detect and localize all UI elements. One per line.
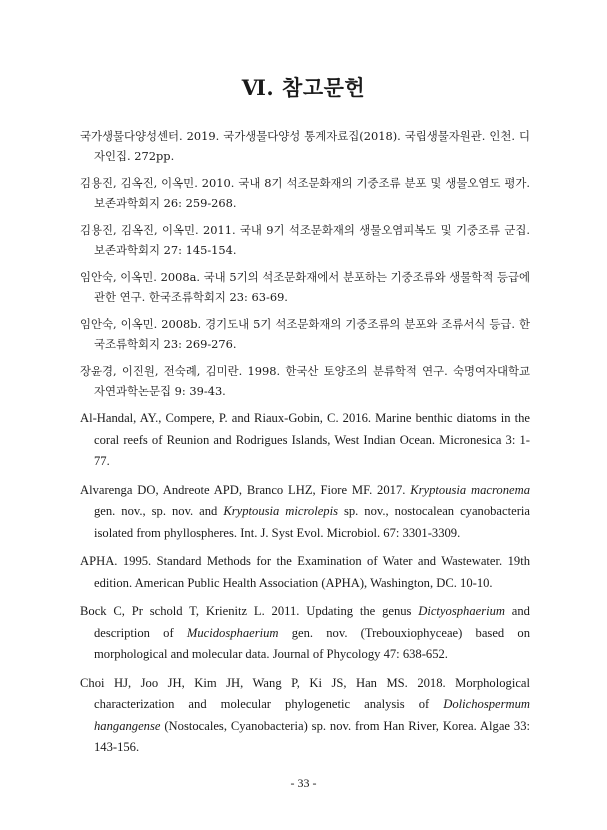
reference-text: sp. nov., nostocalean cyanobacteria isolated from phyllospheres. Int. J. Syst Evol. Microbiol. 67: 3301-3309. [94,504,530,540]
reference-text: (Nostocales, Cyanobacteria) sp. nov. from Han River, Korea. Algae 33: 143-156. [94,718,530,754]
reference-item [80,551,530,594]
genus-name: Mucidosphaerium [186,625,279,640]
page-title: Ⅵ. 참고문헌 [241,75,366,100]
reference-item [80,673,530,759]
reference-item [80,314,530,354]
reference-item [80,173,530,213]
reference-text: Choi HJ, Joo JH, Kim JH, Wang P, Ki JS, Han MS. 2018. Morphological characterization and molecular phylogenetic analysis of [80,675,530,711]
species-name: Kryptousia microlepis [223,504,338,518]
reference-item [80,601,530,666]
reference-text: 장윤경, 이진원, 전숙례, 김미란. 1998. 한국산 토양조의 분류학적 연구. 숙명여자대학교 자연과학논문집 9: 39-43. [80,364,530,398]
reference-item [80,267,530,307]
reference-list [80,126,530,766]
reference-text: 임안숙, 이옥민. 2008b. 경기도내 5기 석조문화재의 기중조류의 분포와 조류서식 등급. 한국조류학회지 23: 269-276. [80,317,530,351]
species-name: Kryptousia macronema [410,482,531,497]
reference-text: gen. nov. (Trebouxiophyceae) based on morphological and molecular data. Journal of Phycology 47: 638-652. [94,625,531,661]
reference-item [80,408,530,473]
reference-text: 김용진, 김옥진, 이옥민. 2011. 국내 9기 석조문화재의 생물오염피복도 및 기중조류 군집. 보존과학회지 27: 145-154. [80,223,530,257]
reference-text: Alvarenga DO, Andreote APD, Branco LHZ, Fiore MF. 2017. [80,482,411,497]
reference-text: 임안숙, 이옥민. 2008a. 국내 5기의 석조문화재에서 분포하는 기중조류와 생물학적 등급에 관한 연구. 한국조류학회지 23: 63-69. [80,270,530,304]
species-name: Dolichospermum hangangense [94,697,530,733]
reference-text: Bock C, Pr schold T, Krienitz L. 2011. Updating the genus [80,604,419,618]
page-number: - 33 - [290,776,317,790]
reference-text: APHA. 1995. Standard Methods for the Examination of Water and Wastewater. 19th edition. American Public Health Association (APHA), Washington, DC. 10-10. [80,554,530,590]
reference-text: Al-Handal, AY., Compere, P. and Riaux-Gobin, C. 2016. Marine benthic diatoms in the coral reefs of Reunion and Rodrigues Islands, West Indian Ocean. Micronesica 3: 1-77. [80,411,530,468]
reference-text: 김용진, 김옥진, 이옥민. 2010. 국내 8기 석조문화재의 기중조류 분포 및 생물오염도 평가. 보존과학회지 26: 259-268. [80,176,530,210]
reference-text: gen. nov., sp. nov. and [94,504,224,518]
reference-text: and description of [94,604,530,640]
reference-item [80,220,530,260]
reference-item [80,480,530,545]
genus-name: Dictyosphaerium [418,604,505,618]
reference-text: 국가생물다양성센터. 2019. 국가생물다양성 통계자료집(2018). 국립생물자원관. 인천. 디자인집. 272pp. [80,129,530,163]
reference-item [80,126,530,166]
reference-item [80,361,530,401]
